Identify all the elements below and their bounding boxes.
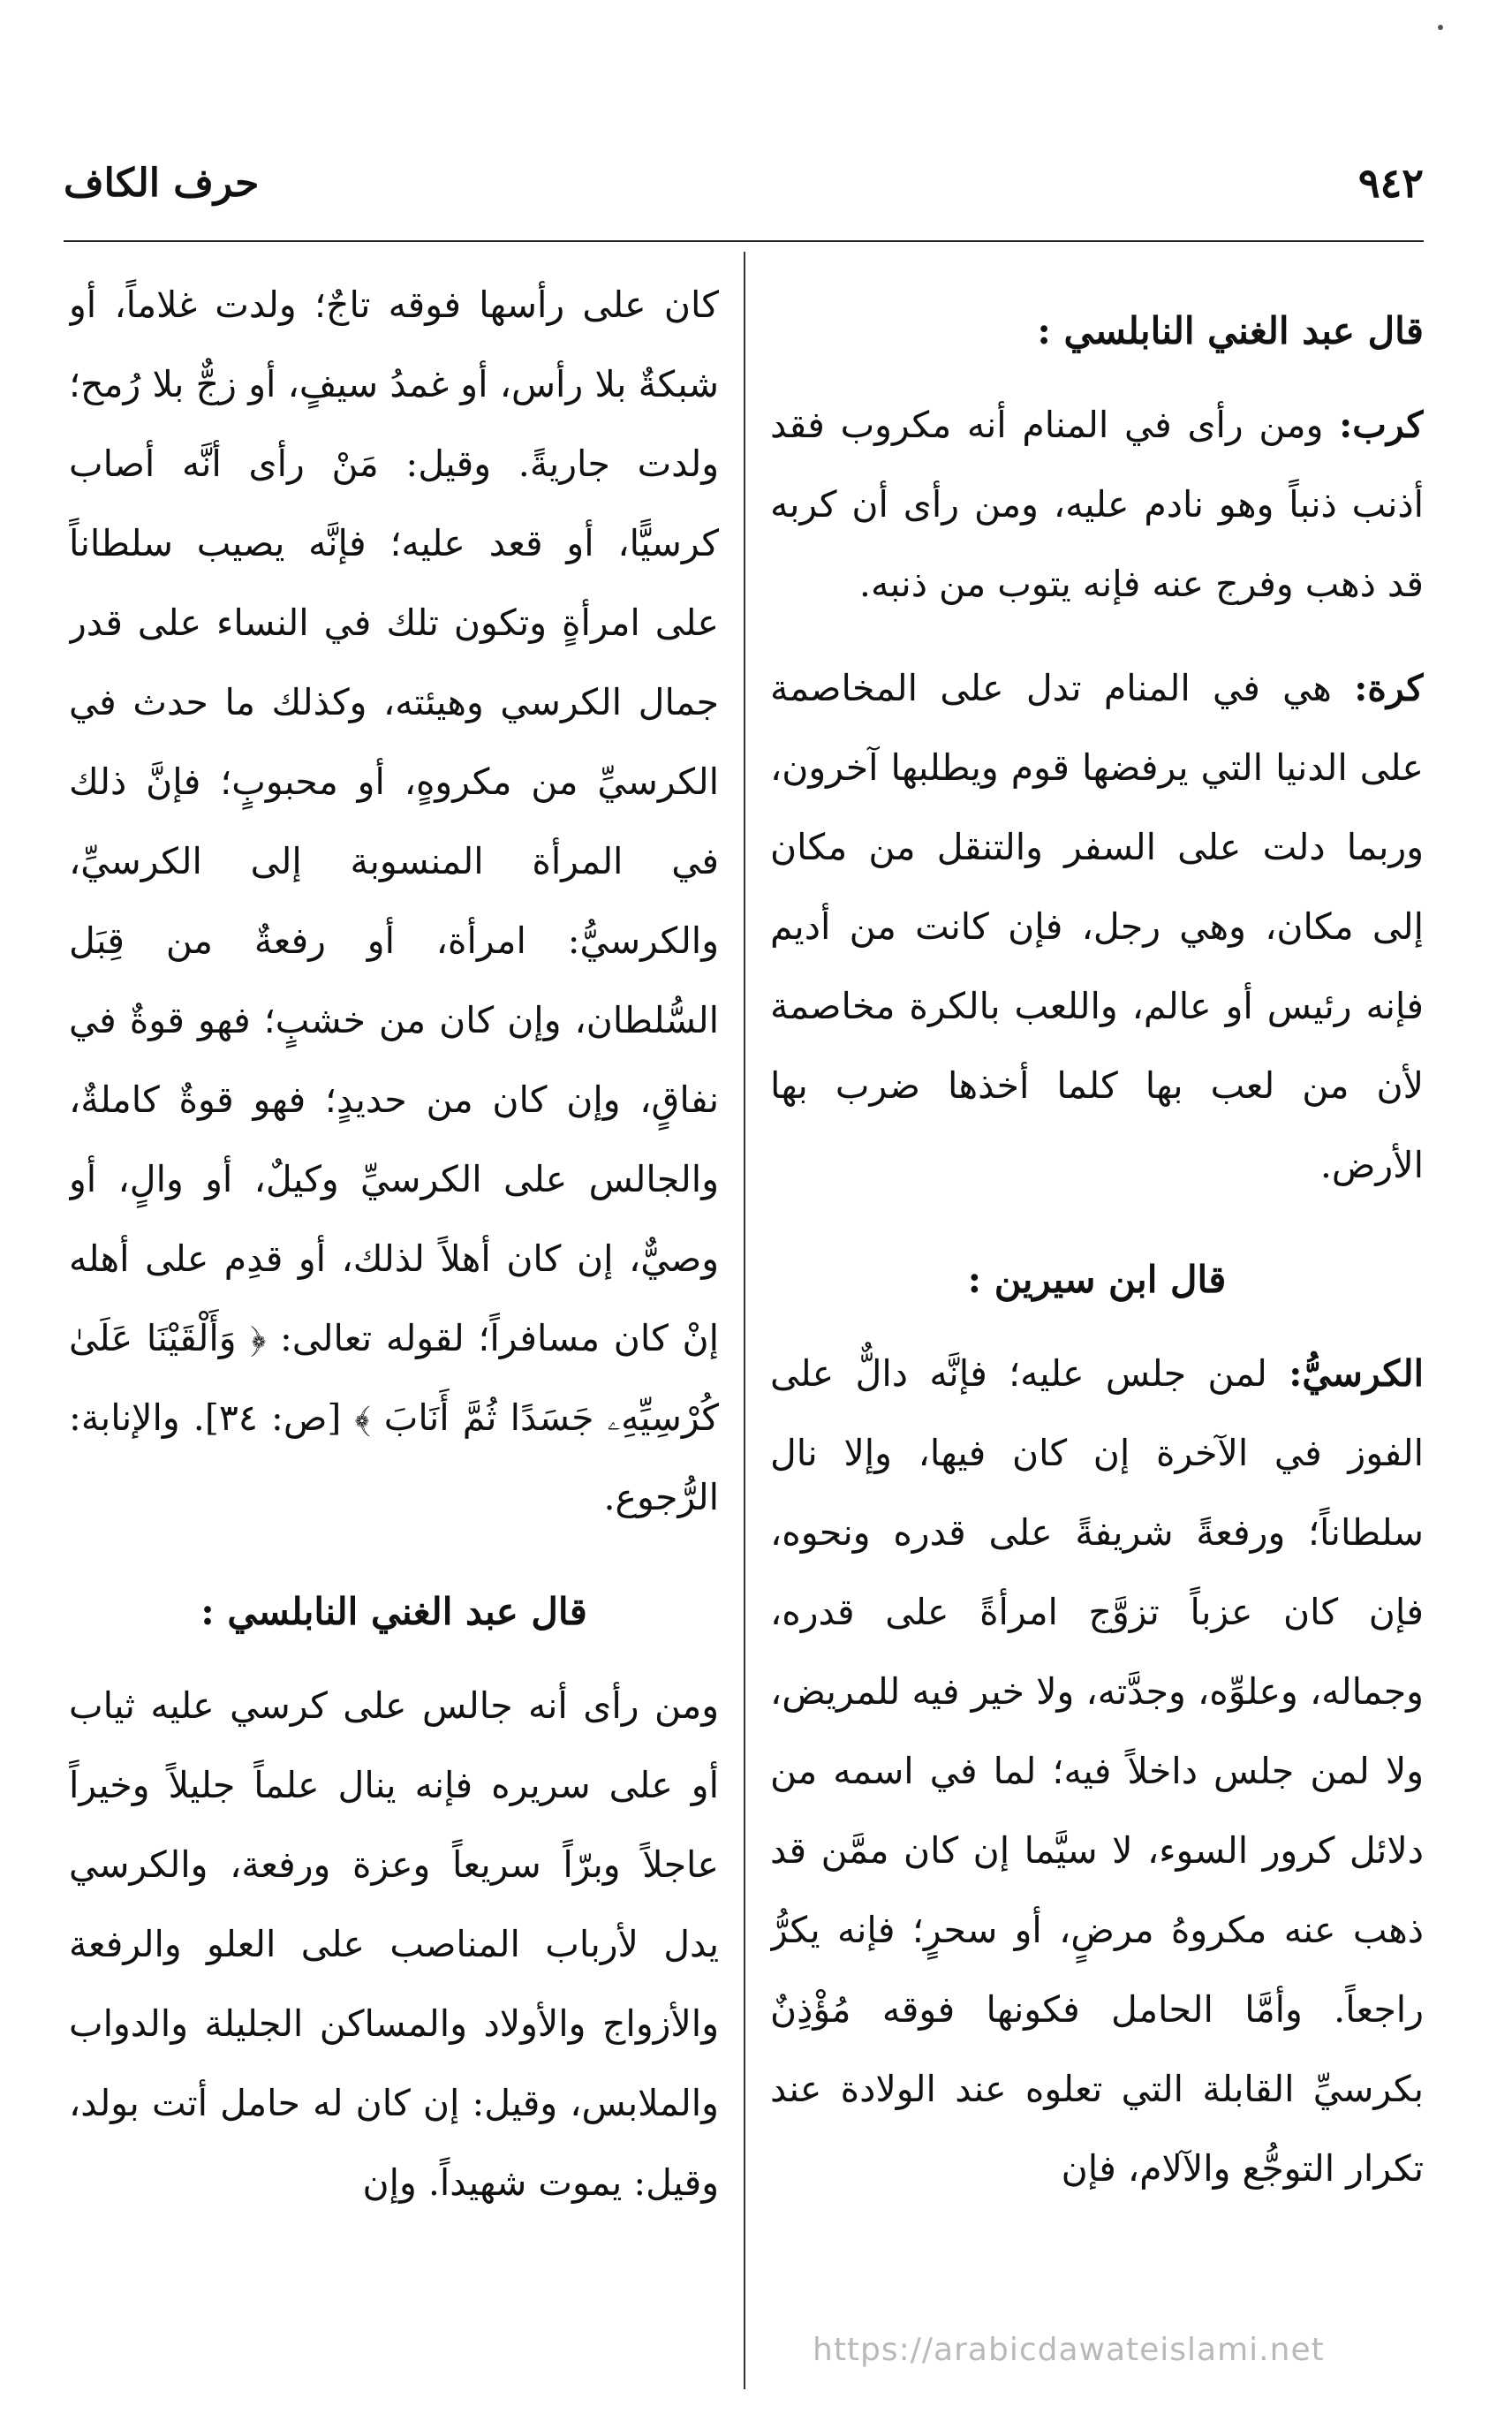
entry-kursi [770, 1334, 1424, 2208]
header-rule [64, 240, 1424, 242]
entry-term: كرب: [1339, 404, 1424, 446]
watermark-url: https://arabicdawateislami.net [813, 2332, 1325, 2368]
right-column [770, 265, 1424, 2385]
scan-dot [1438, 25, 1443, 30]
column-divider [744, 252, 745, 2389]
entry-text: لمن جلس عليه؛ فإنَّه دالٌّ على الفوز في الآخرة إن كان فيها، وإلا نال سلطاناً؛ ورفعةً شريفةً على قدره ونحوه، فإن كان عزباً تزوَّج امرأةً على قدره، وجماله، وعلوِّه، وجدَّته، ولا خير فيه للمريض، ولا لمن جلس داخلاً فيه؛ لما في اسمه من دلائل كرور السوء، لا سيَّما إن كان ممَّن قد ذهب عنه مكروهُ مرضٍ، أو سحرٍ؛ فإنه يكرُّ راجعاً. وأمَّا الحامل فكونها فوقه مُؤْذِنٌ بكرسيِّ القابلة التي تعلوه عند الولادة عند تكرار التوجُّع والآلام، فإن [770, 1352, 1424, 2190]
section-heading-ibn-sirin: قال ابن سيرين : [967, 1258, 1227, 1301]
running-title: حرف الكاف [64, 161, 260, 206]
kursi-nabulsi-paragraph: ومن رأى أنه جالس على كرسي عليه ثياب أو على سريره فإنه ينال علماً جليلاً وخيراً عاجلاً وبرّاً سريعاً وعزة ورفعة، والكرسي يدل لأرباب المناصب على العلو والرفعة والأزواج والأولاد والمساكن الجليلة والدواب والملابس، وقيل: إن كان له حامل أتت بولد، وقيل: يموت شهيداً. وإن [69, 1684, 719, 2204]
entry-text: هي في المنام تدل على المخاصمة على الدنيا التي يرفضها قوم ويطلبها آخرون، وربما دلت على السفر والتنقل من مكان إلى مكان، وهي رجل، فإن كانت من أديم فإنه رئيس أو عالم، واللعب بالكرة مخاصمة لأن من لعب بها كلما أخذها ضرب بها الأرض. [770, 667, 1424, 1186]
continued-paragraph: كان على رأسها فوقه تاجٌ؛ ولدت غلاماً، أو شبكةٌ بلا رأس، أو غمدُ سيفٍ، أو زجٌّ بلا رُمح؛ ولدت جاريةً. وقيل: مَنْ رأى أنَّه أصاب كرسيًّا، أو قعد عليه؛ فإنَّه يصيب سلطاناً على امرأةٍ وتكون تلك في النساء على قدر جمال الكرسي وهيئته، وكذلك ما حدث في الكرسيِّ من مكروهٍ، أو محبوبٍ؛ فإنَّ ذلك في المرأة المنسوبة إلى الكرسيِّ، والكرسيُّ: امرأة، أو رفعةٌ من قِبَل السُّلطان، وإن كان من خشبٍ؛ فهو قوةٌ في نفاقٍ، وإن كان من حديدٍ؛ فهو قوةٌ كاملةٌ، والجالس على الكرسيِّ وكيلٌ، أو والٍ، أو وصيٌّ، إن كان أهلاً لذلك، أو قدِم على أهله إنْ كان مسافراً؛ لقوله تعالى: ﴿ وَأَلْقَيْنَا عَلَىٰ كُرْسِيِّهِۦ جَسَدًا ثُمَّ أَنَابَ ﴾ [ص: ٣٤]. والإنابة: الرُّجوع. [69, 284, 719, 1518]
section-heading-nabulsi-2: قال عبد الغني النابلسي : [200, 1590, 587, 1633]
entry-karb [770, 385, 1424, 624]
left-column [69, 265, 719, 2385]
section-heading-nabulsi: قال عبد الغني النابلسي : [1037, 309, 1424, 352]
entry-text: ومن رأى في المنام أنه مكروب فقد أذنب ذنباً وهو نادم عليه، ومن رأى أن كربه قد ذهب وفرج عنه فإنه يتوب من ذنبه. [770, 404, 1424, 605]
page-number: ٩٤٢ [1357, 159, 1424, 207]
entry-kura [770, 648, 1424, 1205]
page-header [64, 159, 1424, 230]
entry-term: الكرسيُّ: [1289, 1352, 1424, 1395]
entry-term: كرة: [1354, 667, 1424, 709]
